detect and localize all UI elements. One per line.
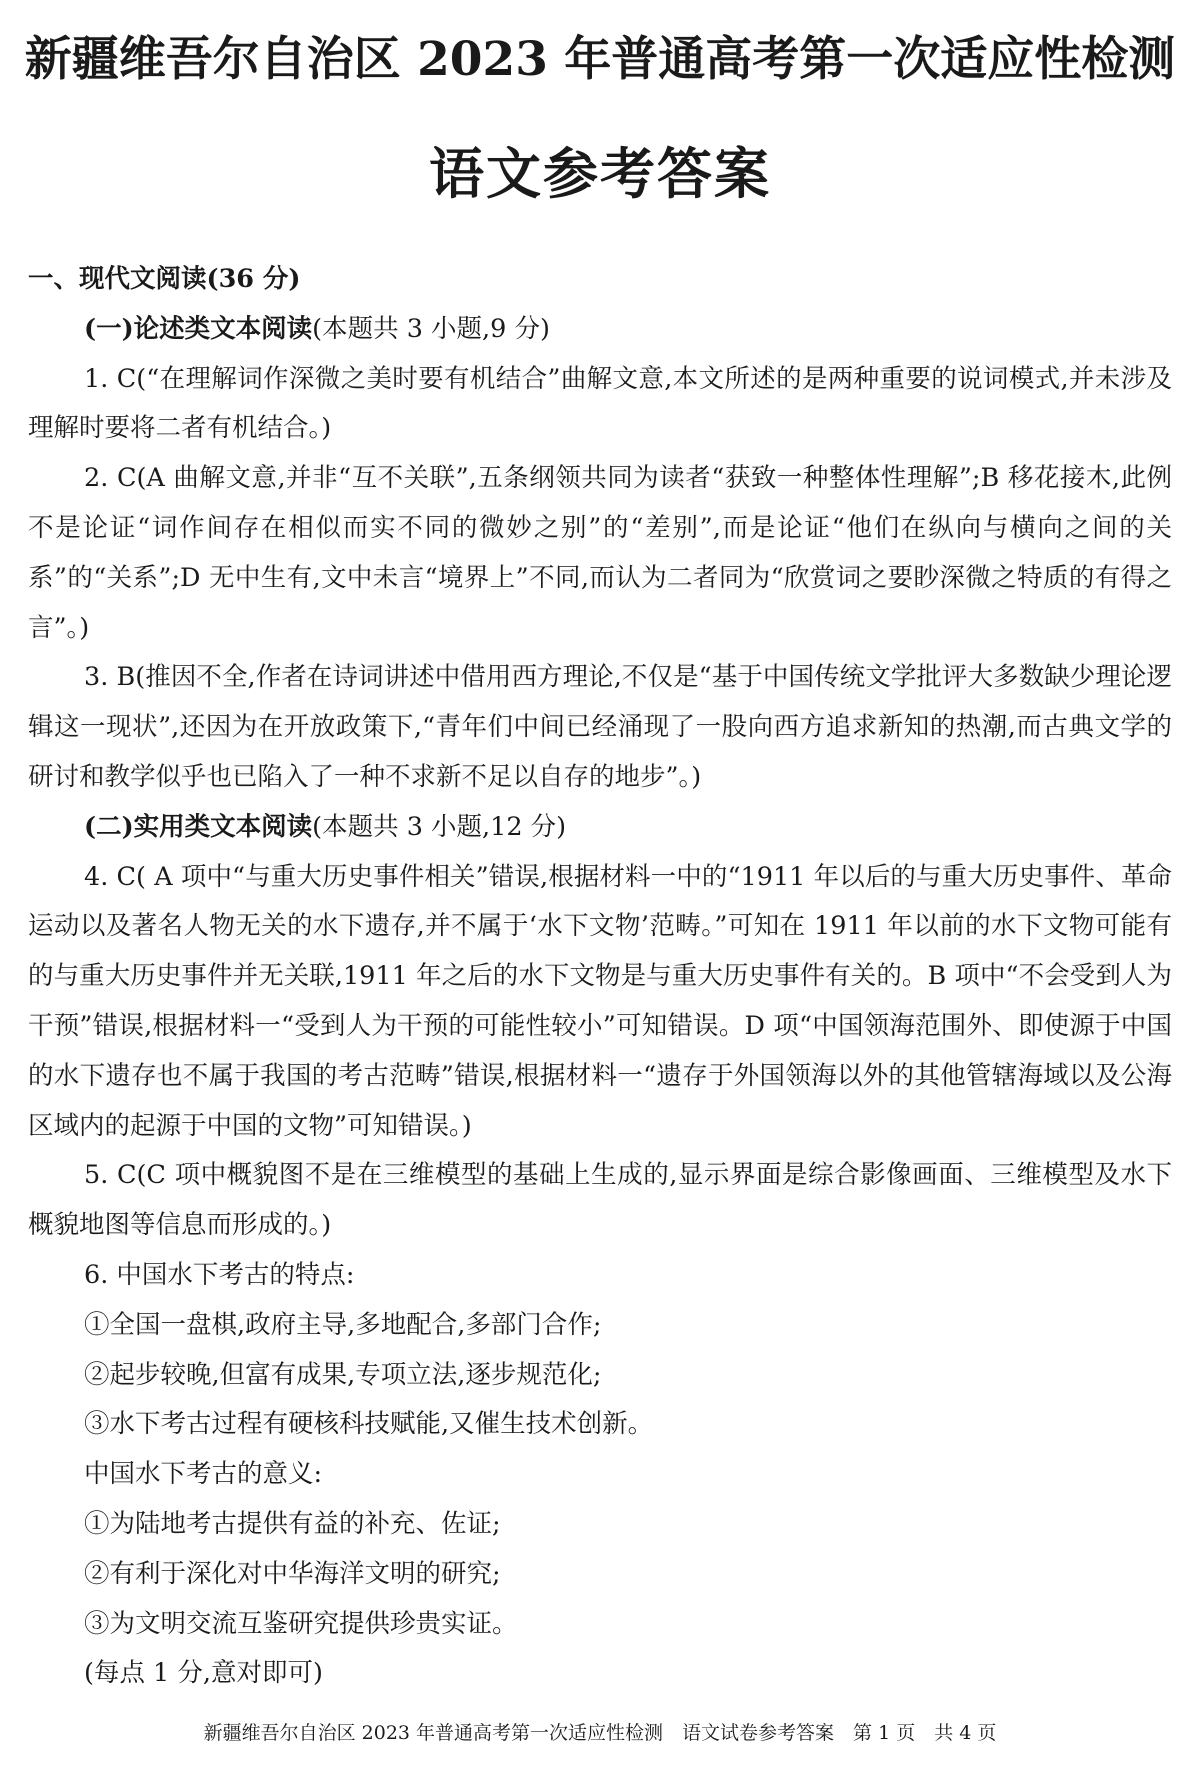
answer-q4: 4. C( A 项中“与重大历史事件相关”错误,根据材料一中的“1911 年以后的与重大历史事件、革命运动以及著名人物无关的水下遗存,并不属于‘水下文物’范畴。”可知在 1911 年以前的水下文物可能有的与重大历史事件并无关联,1911 年之后的水下文物是与重大历史事件有关的。B 项中“不会受到人为干预”错误,根据材料一“受到人为干预的可能性较小”可知错误。D 项“中国领海范围外、即使源于中国的水下遗存也不属于我国的考古范畴”错误,根据材料一“遗存于外国领海以外的其他管辖海域以及公海区域内的起源于中国的文物”可知错误。) bbox=[28, 861, 1172, 1141]
part2-title: (二)实用类文本阅读 bbox=[84, 811, 313, 842]
q6-meaning-label: 中国水下考古的意义: bbox=[84, 1459, 323, 1490]
part2-note: (本题共 3 小题,12 分) bbox=[312, 811, 567, 842]
answer-q3: 3. B(推因不全,作者在诗词讲述中借用西方理论,不仅是“基于中国传统文学批评大多数缺少理论逻辑这一现状”,还因为在开放政策下,“青年们中间已经涌现了一股向西方追求新知的热潮,而古典文学的研讨和教学似乎也已陷入了一种不求新不足以自存的地步”。) bbox=[28, 662, 1172, 792]
q6-meaning: ③为文明交流互鉴研究提供珍贵实证。 bbox=[84, 1608, 518, 1639]
q6-scoring-note: (每点 1 分,意对即可) bbox=[84, 1658, 323, 1689]
part1-note: (本题共 3 小题,9 分) bbox=[312, 313, 550, 344]
q6-meaning: ②有利于深化对中华海洋文明的研究; bbox=[84, 1558, 501, 1589]
page-footer: 新疆维吾尔自治区 2023 年普通高考第一次适应性检测 语文试卷参考答案 第 1 页 共 4 页 bbox=[203, 1722, 997, 1744]
answer-body bbox=[28, 255, 1172, 1699]
answer-q2: 2. C(A 曲解文意,并非“互不关联”,五条纲领共同为读者“获致一种整体性理解”;B 移花接木,此例不是论证“词作间存在相似而实不同的微妙之别”的“差别”,而是论证“他们在纵向与横向之间的关系”的“关系”;D 无中生有,文中未言“境界上”不同,而认为二者同为“欣赏词之要眇深微之特质的有得之言”。) bbox=[28, 463, 1172, 643]
section-heading: 一、现代文阅读(36 分) bbox=[28, 264, 301, 294]
page-title: 新疆维吾尔自治区 2023 年普通高考第一次适应性检测 bbox=[24, 32, 1176, 87]
q6-feature: ②起步较晚,但富有成果,专项立法,逐步规范化; bbox=[84, 1359, 602, 1390]
q6-feature: ③水下考古过程有硬核科技赋能,又催生技术创新。 bbox=[84, 1409, 654, 1440]
answer-q6-label: 6. 中国水下考古的特点: bbox=[84, 1259, 355, 1290]
q6-feature: ①全国一盘棋,政府主导,多地配合,多部门合作; bbox=[84, 1309, 602, 1340]
answer-q5: 5. C(C 项中概貌图不是在三维模型的基础上生成的,显示界面是综合影像画面、三维模型及水下概貌地图等信息而形成的。) bbox=[28, 1160, 1172, 1241]
part1-heading bbox=[28, 305, 1172, 355]
q6-meaning: ①为陆地考古提供有益的补充、佐证; bbox=[84, 1508, 501, 1539]
answer-q1: 1. C(“在理解词作深微之美时要有机结合”曲解文意,本文所述的是两种重要的说词模式,并未涉及理解时要将二者有机结合。) bbox=[28, 363, 1172, 444]
part2-heading bbox=[28, 803, 1172, 853]
part1-title: (一)论述类文本阅读 bbox=[84, 313, 313, 344]
page-subtitle: 语文参考答案 bbox=[428, 141, 771, 206]
